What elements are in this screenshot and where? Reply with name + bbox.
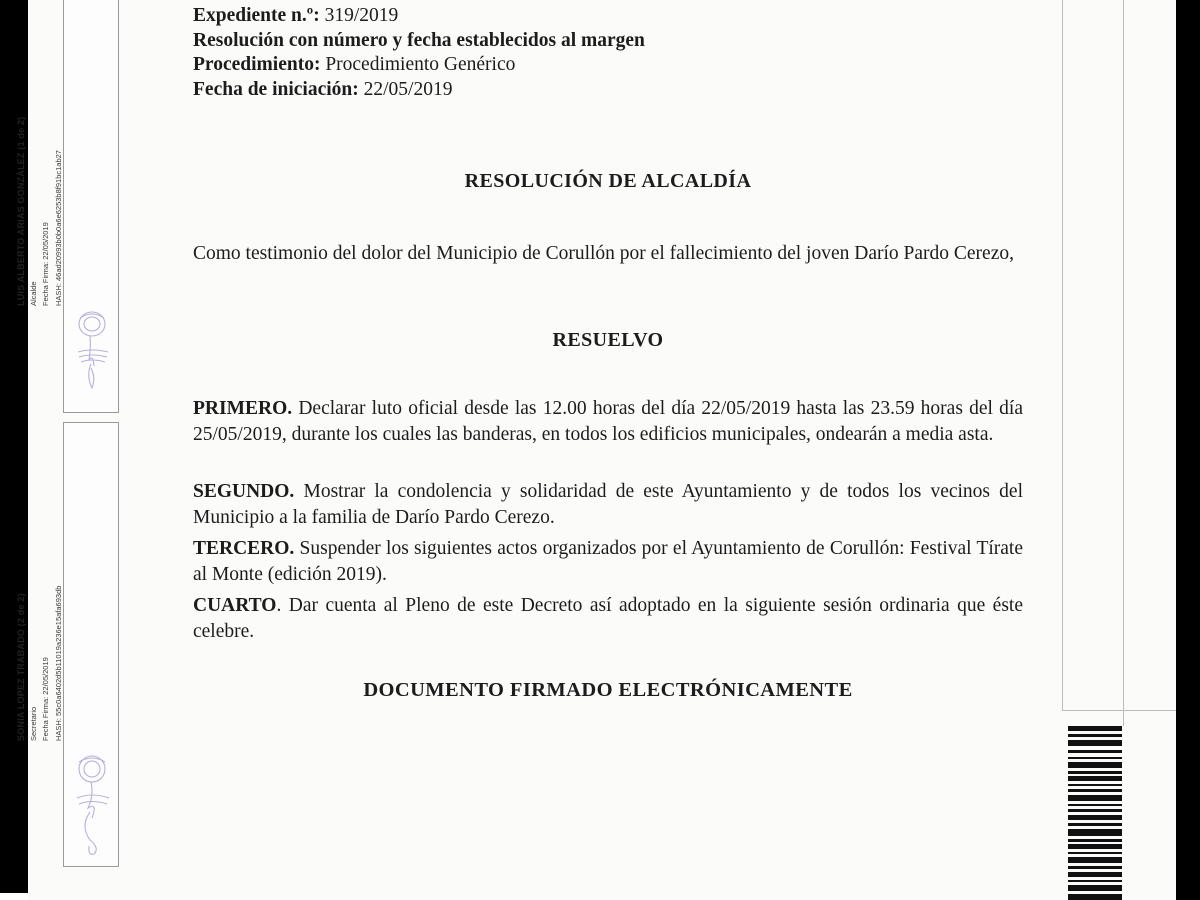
signer-role: Secretario [28, 706, 38, 741]
item-cuarto: CUARTO. Dar cuenta al Pleno de este Decreto así adoptado en la siguiente sesión ordinaria que éste celebre. [193, 595, 1023, 642]
header-line-procedimiento: Procedimiento: Procedimiento Genérico [193, 54, 516, 75]
signer-name: SONIA LOPEZ TRABADO (2 de 2) [16, 593, 26, 741]
header-line-resolucion: Resolución con número y fecha establecidos al margen [193, 29, 645, 51]
signature-text-alcalde [15, 56, 67, 306]
resuelvo-heading: RESUELVO [552, 329, 664, 351]
signer-hash: HASH: 55c0a6402d5b11019a236e15afa693db [53, 585, 63, 741]
document-header [193, 4, 1023, 102]
barcode-icon [1068, 726, 1122, 900]
intro-paragraph: Como testimonio del dolor del Municipio de Corullón por el fallecimiento del joven Darío Pardo Cerezo, [193, 243, 1014, 264]
signer-role: Alcalde [28, 281, 38, 306]
header-line-fecha: Fecha de iniciación: 22/05/2019 [193, 78, 453, 100]
header-line-expediente: Expediente n.º: 319/2019 [193, 5, 399, 26]
scan-border-gap [0, 893, 28, 900]
signature-text-secretario [15, 526, 67, 741]
item-segundo: SEGUNDO. Mostrar la condolencia y solidaridad de este Ayuntamiento y de todos los vecinos del Municipio a la familia de Darío Pardo Cerezo. [193, 481, 1023, 528]
handwritten-signature-icon [70, 752, 114, 858]
document-title: RESOLUCIÓN DE ALCALDÍA [464, 170, 752, 192]
right-margin-rule-bottom [1062, 710, 1176, 711]
signer-date: Fecha Firma: 22/05/2019 [41, 657, 50, 741]
signer-hash: HASH: 46ad20993b0b0a6e6253b8f91bc1ab27 [53, 150, 63, 306]
item-primero: PRIMERO. Declarar luto oficial desde las 12.00 horas del día 22/05/2019 hasta las 23.59 horas del día 25/05/2019, durante los cuales las banderas, en todos los edificios municipales, ondearán a media asta. [193, 398, 1023, 445]
signer-date: Fecha Firma: 22/05/2019 [41, 222, 50, 306]
item-tercero: TERCERO. Suspender los siguientes actos organizados por el Ayuntamiento de Corullón: Festival Tírate al Monte (edición 2019). [193, 538, 1023, 585]
scan-border-right [1176, 0, 1200, 900]
handwritten-signature-icon [70, 308, 114, 394]
signer-name: LUIS ALBERTO ARIAS GONZÁLEZ (1 de 2) [16, 116, 26, 306]
signed-electronically-label: DOCUMENTO FIRMADO ELECTRÓNICAMENTE [363, 679, 853, 701]
right-margin-rule-inner [1062, 0, 1063, 710]
right-margin-rule-outer [1123, 0, 1124, 726]
